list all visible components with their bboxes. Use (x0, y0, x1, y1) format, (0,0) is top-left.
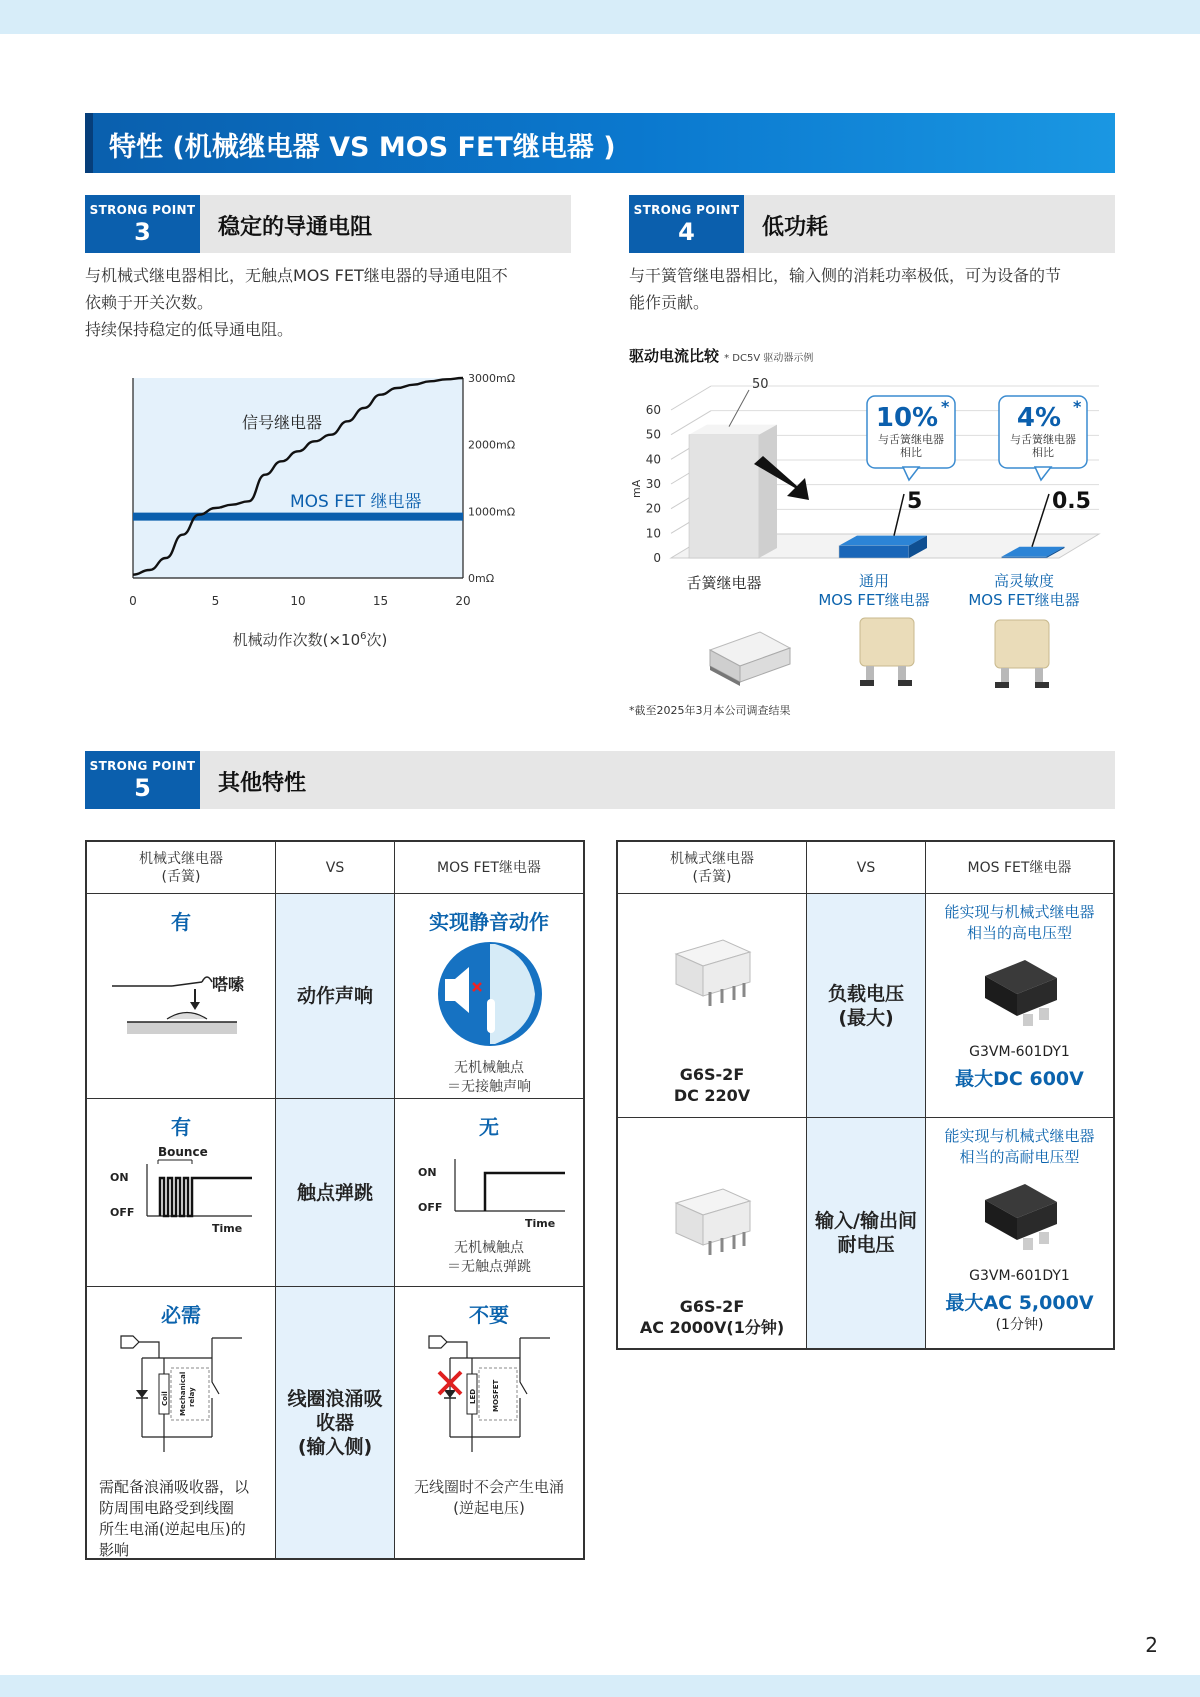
reed-relay-image (710, 632, 790, 686)
mosfet-relay-sensitive-image (995, 620, 1049, 688)
header-mechanical: 机械式继电器 (舌簧) (87, 842, 276, 894)
callout-text: 与舌簧继电器 (1010, 433, 1076, 446)
plot-area (133, 378, 463, 578)
x-tick-label: 0 (129, 594, 137, 608)
surge-circuit-mosfet (415, 1332, 575, 1452)
svg-text:OFF: OFF (418, 1201, 443, 1214)
left-status: 有 (171, 1115, 191, 1139)
callout-value: 10% (875, 403, 939, 433)
strong-point-5-header (85, 751, 1115, 809)
row-bounce-label: 触点弹跳 (276, 1099, 395, 1287)
y-tick-label: 50 (645, 427, 661, 442)
category-label: 通用 (858, 572, 890, 590)
strong-point-3-header (85, 195, 571, 253)
mechanical-relay-image (668, 934, 758, 1014)
right-status: 不要 (469, 1303, 509, 1327)
y-tick-label: 3000mΩ (468, 372, 516, 385)
right-value: 最大AC 5,000V (945, 1292, 1094, 1314)
svg-text:OFF: OFF (110, 1206, 135, 1219)
strong-point-title: 低功耗 (762, 215, 829, 240)
description-line: 能作贡献。 (629, 293, 710, 312)
strong-point-title: 其他特性 (218, 771, 307, 796)
bar-chart-note: * DC5V 驱动器示例 (724, 353, 814, 364)
bar-chart-title: 驱动电流比较 (629, 347, 720, 365)
strong-point-label: STRONG POINT (89, 203, 196, 217)
y-tick-label: 0 (653, 551, 661, 565)
svg-text:Time: Time (212, 1222, 243, 1234)
row-withstand-label: 输入/输出间 耐电压 (807, 1118, 926, 1348)
x-axis-label: 机械动作次数($\times 10^6$次) (232, 631, 388, 649)
series-label-signal-relay: 信号继电器 (242, 413, 323, 432)
strong-point-tag (85, 751, 200, 809)
strong-point-4-header (629, 195, 1115, 253)
callout-star: * (941, 397, 950, 416)
strong-point-number: 3 (134, 218, 151, 246)
right-value: 最大DC 600V (955, 1068, 1084, 1090)
sp4-description (629, 262, 1061, 316)
mosfet-relay-image (981, 1178, 1061, 1258)
right-desc: 能实现与机械式继电器 相当的高电压型 (944, 903, 1095, 942)
row-load-voltage-right (926, 894, 1113, 1118)
right-status: 实现静音动作 (429, 910, 549, 934)
left-status: 必需 (161, 1303, 201, 1327)
bounce-waveform (102, 1144, 267, 1234)
right-model: G3VM-601DY1 (969, 1268, 1070, 1284)
callout-value: 4% (1016, 403, 1062, 433)
row-sound-right (395, 894, 583, 1099)
category-label: 舌簧继电器 (686, 574, 762, 592)
description-line: 持续保持稳定的低导通电阻。 (85, 320, 294, 339)
click-sound-text: 嗒嗦 (212, 975, 245, 994)
svg-text:MOSFET: MOSFET (492, 1379, 500, 1412)
value-label: 50 (752, 377, 769, 392)
callout-text: 与舌簧继电器 (878, 433, 944, 446)
strong-point-label: STRONG POINT (633, 203, 740, 217)
callout-text: 相比 (1032, 446, 1054, 459)
comparison-table-left (85, 840, 585, 1560)
left-note: 需配备浪涌吸收器，以 防周围电路受到线圈 所生电涌(逆起电压)的 影响 (99, 1478, 250, 1559)
bar-chart-title-block (629, 345, 813, 366)
y-tick-label: 40 (645, 452, 661, 467)
comparison-table-right (616, 840, 1115, 1350)
x-tick-label: 15 (372, 594, 389, 608)
value-label: 0.5 (1052, 489, 1091, 514)
right-note: 无机械触点 ＝无触点弹跳 (447, 1240, 531, 1275)
svg-text:relay: relay (188, 1387, 196, 1407)
value-label: 5 (907, 489, 923, 514)
strong-point-label: STRONG POINT (89, 759, 196, 773)
right-model: G3VM-601DY1 (969, 1044, 1070, 1060)
description-line: 与干簧管继电器相比，输入侧的消耗功率极低，可为设备的节 (629, 266, 1062, 285)
x-tick-label: 5 (211, 594, 220, 608)
y-tick-label: 1000mΩ (468, 505, 516, 519)
right-note: 无线圈时不会产生电涌 (逆起电压) (413, 1478, 564, 1517)
leader-line (729, 390, 749, 427)
description-line: 依赖于开关次数。 (85, 293, 214, 312)
header-mosfet: MOS FET继电器 (395, 842, 583, 894)
callout-star: * (1073, 397, 1082, 416)
svg-text:LED: LED (469, 1388, 477, 1404)
x-tick-label: 20 (455, 594, 471, 608)
right-note: 无机械触点 ＝无接触声响 (447, 1060, 531, 1095)
bar (689, 435, 759, 558)
bottom-band (0, 1675, 1200, 1697)
y-tick-label: 30 (645, 477, 661, 491)
strong-point-tag (629, 195, 744, 253)
top-band (0, 0, 1200, 34)
row-withstand-left (618, 1118, 807, 1348)
svg-text:Mechanical: Mechanical (179, 1371, 187, 1416)
left-spec: G6S-2F DC 220V (673, 1065, 751, 1105)
category-label: MOS FET继电器 (818, 591, 930, 608)
y-tick-label: 10 (645, 526, 661, 541)
silent-icon (435, 939, 545, 1049)
row-surge-left (87, 1287, 276, 1558)
category-label: 高灵敏度 (993, 572, 1055, 590)
row-sound-label: 动作声响 (276, 894, 395, 1099)
bar-chart-footnote: *截至2025年3月本公司调查结果 (629, 704, 791, 717)
y-tick-label: 0mΩ (468, 572, 495, 585)
svg-text:Time: Time (525, 1217, 556, 1230)
strong-point-number: 5 (134, 774, 151, 802)
row-load-voltage-label: 负载电压 (最大) (807, 894, 926, 1118)
header-vs: VS (276, 842, 395, 894)
surge-circuit-mechanical (107, 1332, 267, 1452)
row-surge-label: 线圈浪涌吸 收器 (输入侧) (276, 1287, 395, 1558)
clean-waveform (410, 1144, 575, 1234)
right-sub: (1分钟) (995, 1317, 1044, 1333)
series-label-mosfet: MOS FET 继电器 (290, 492, 422, 512)
row-bounce-left (87, 1099, 276, 1287)
svg-text:ON: ON (110, 1171, 129, 1184)
strong-point-tag (85, 195, 200, 253)
svg-text:Coil: Coil (161, 1391, 169, 1406)
row-bounce-right (395, 1099, 583, 1287)
mosfet-relay-general-image (860, 618, 914, 686)
svg-text:ON: ON (418, 1166, 437, 1179)
y-tick-label: 20 (645, 501, 661, 516)
x-tick-label: 10 (290, 594, 306, 608)
product-photos (700, 610, 1100, 700)
right-desc: 能实现与机械式继电器 相当的高耐电压型 (944, 1127, 1095, 1166)
page-number: 2 (1145, 1633, 1158, 1657)
left-status: 有 (171, 910, 191, 934)
leader-line (894, 494, 904, 536)
header-vs: VS (807, 842, 926, 894)
svg-text:Bounce: Bounce (158, 1145, 208, 1159)
category-label: MOS FET继电器 (968, 591, 1080, 608)
y-axis-label: mA (630, 479, 643, 498)
row-withstand-right (926, 1118, 1113, 1348)
sp3-description (85, 262, 508, 343)
bar (1002, 557, 1047, 558)
header-mosfet: MOS FET继电器 (926, 842, 1113, 894)
grid-diag (671, 386, 711, 410)
row-load-voltage-left (618, 894, 807, 1118)
row-sound-left (87, 894, 276, 1099)
row-surge-right (395, 1287, 583, 1558)
left-spec: G6S-2F AC 2000V(1分钟) (639, 1297, 785, 1337)
callout-tail (903, 467, 919, 480)
mosfet-relay-image (981, 954, 1061, 1034)
right-status: 无 (479, 1115, 499, 1139)
mechanical-relay-image (668, 1183, 758, 1263)
banner-accent (85, 113, 93, 173)
callout-text: 相比 (900, 446, 922, 459)
on-resistance-chart (100, 360, 540, 660)
y-tick-label: 2000mΩ (468, 438, 516, 452)
section-banner (85, 113, 1115, 173)
drive-current-chart (629, 368, 1115, 608)
bar-side (759, 425, 777, 558)
bar (839, 546, 909, 558)
strong-point-number: 4 (678, 218, 695, 246)
header-mechanical: 机械式继电器 (舌簧) (618, 842, 807, 894)
banner-title: 特性 (机械继电器 VS MOS FET继电器 ) (109, 132, 616, 163)
description-line: 与机械式继电器相比，无触点MOS FET继电器的导通电阻不 (85, 266, 508, 285)
strong-point-title: 稳定的导通电阻 (218, 215, 373, 240)
callout-tail (1035, 467, 1051, 480)
y-tick-label: 60 (645, 403, 661, 417)
